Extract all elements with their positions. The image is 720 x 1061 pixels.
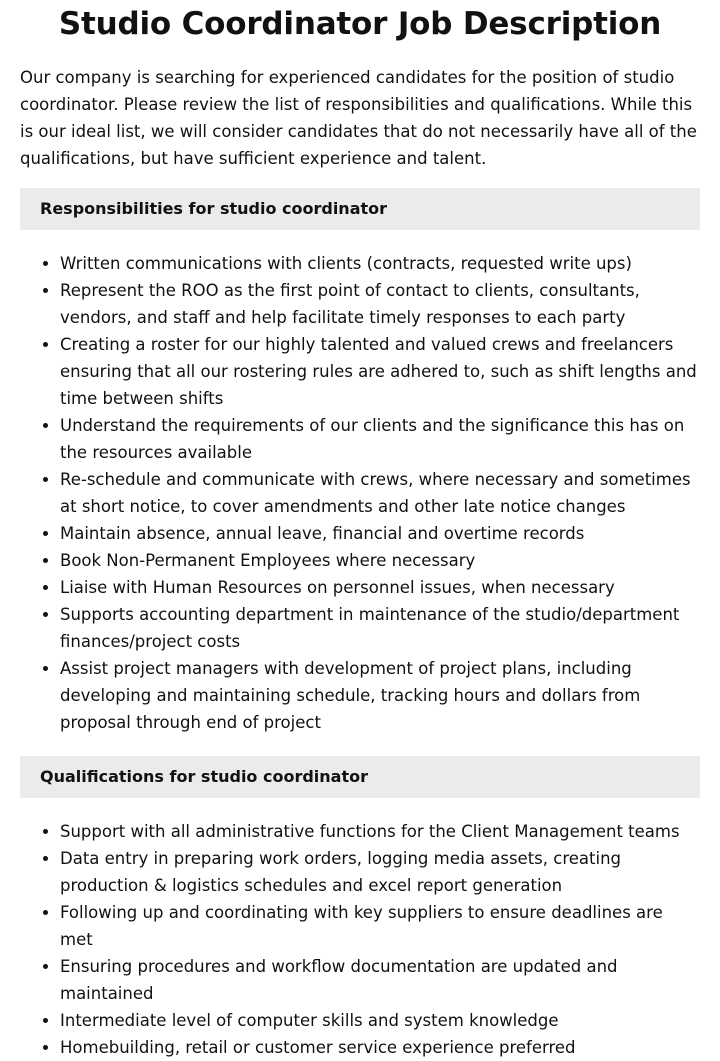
list-item: • Written communications with clients (contracts, requested write ups) xyxy=(60,250,700,277)
list-item: • Ensuring procedures and workflow documentation are updated and maintained xyxy=(60,953,700,1007)
list-item: • Creating a roster for our highly talented and valued crews and freelancers ensuring that all our rostering rules are adhered to, such as shift lengths and time between shifts xyxy=(60,331,700,412)
list-item: • Supports accounting department in maintenance of the studio/department finances/project costs xyxy=(60,601,700,655)
responsibilities-heading: Responsibilities for studio coordinator xyxy=(20,188,700,230)
list-item: • Intermediate level of computer skills and system knowledge xyxy=(60,1007,700,1034)
list-item: • Data entry in preparing work orders, logging media assets, creating production & logistics schedules and excel report generation xyxy=(60,845,700,899)
list-item: • Represent the ROO as the first point of contact to clients, consultants, vendors, and staff and help facilitate timely responses to each party xyxy=(60,277,700,331)
intro-paragraph: Our company is searching for experienced candidates for the position of studio coordinator. Please review the list of responsibilities and qualifications. While this is our ideal list, we will consider candidates that do not necessarily have all of the qualifications, but have sufficient experience and talent. xyxy=(20,68,697,168)
list-item: • Book Non-Permanent Employees where necessary xyxy=(60,547,700,574)
list-item: • Support with all administrative functions for the Client Management teams xyxy=(60,818,700,845)
list-item: • Assist project managers with development of project plans, including developing and maintaining schedule, tracking hours and dollars from proposal through end of project xyxy=(60,655,700,736)
list-item: • Maintain absence, annual leave, financial and overtime records xyxy=(60,520,700,547)
list-item: • Re-schedule and communicate with crews, where necessary and sometimes at short notice, to cover amendments and other late notice changes xyxy=(60,466,700,520)
list-item: • Liaise with Human Resources on personnel issues, when necessary xyxy=(60,574,700,601)
list-item: • Understand the requirements of our clients and the significance this has on the resources available xyxy=(60,412,700,466)
page-title: Studio Coordinator Job Description xyxy=(58,6,662,42)
list-item: • Homebuilding, retail or customer service experience preferred xyxy=(60,1034,700,1061)
responsibilities-list xyxy=(20,250,700,736)
qualifications-heading: Qualifications for studio coordinator xyxy=(20,756,700,798)
list-item: • Following up and coordinating with key suppliers to ensure deadlines are met xyxy=(60,899,700,953)
qualifications-list xyxy=(20,818,700,1061)
